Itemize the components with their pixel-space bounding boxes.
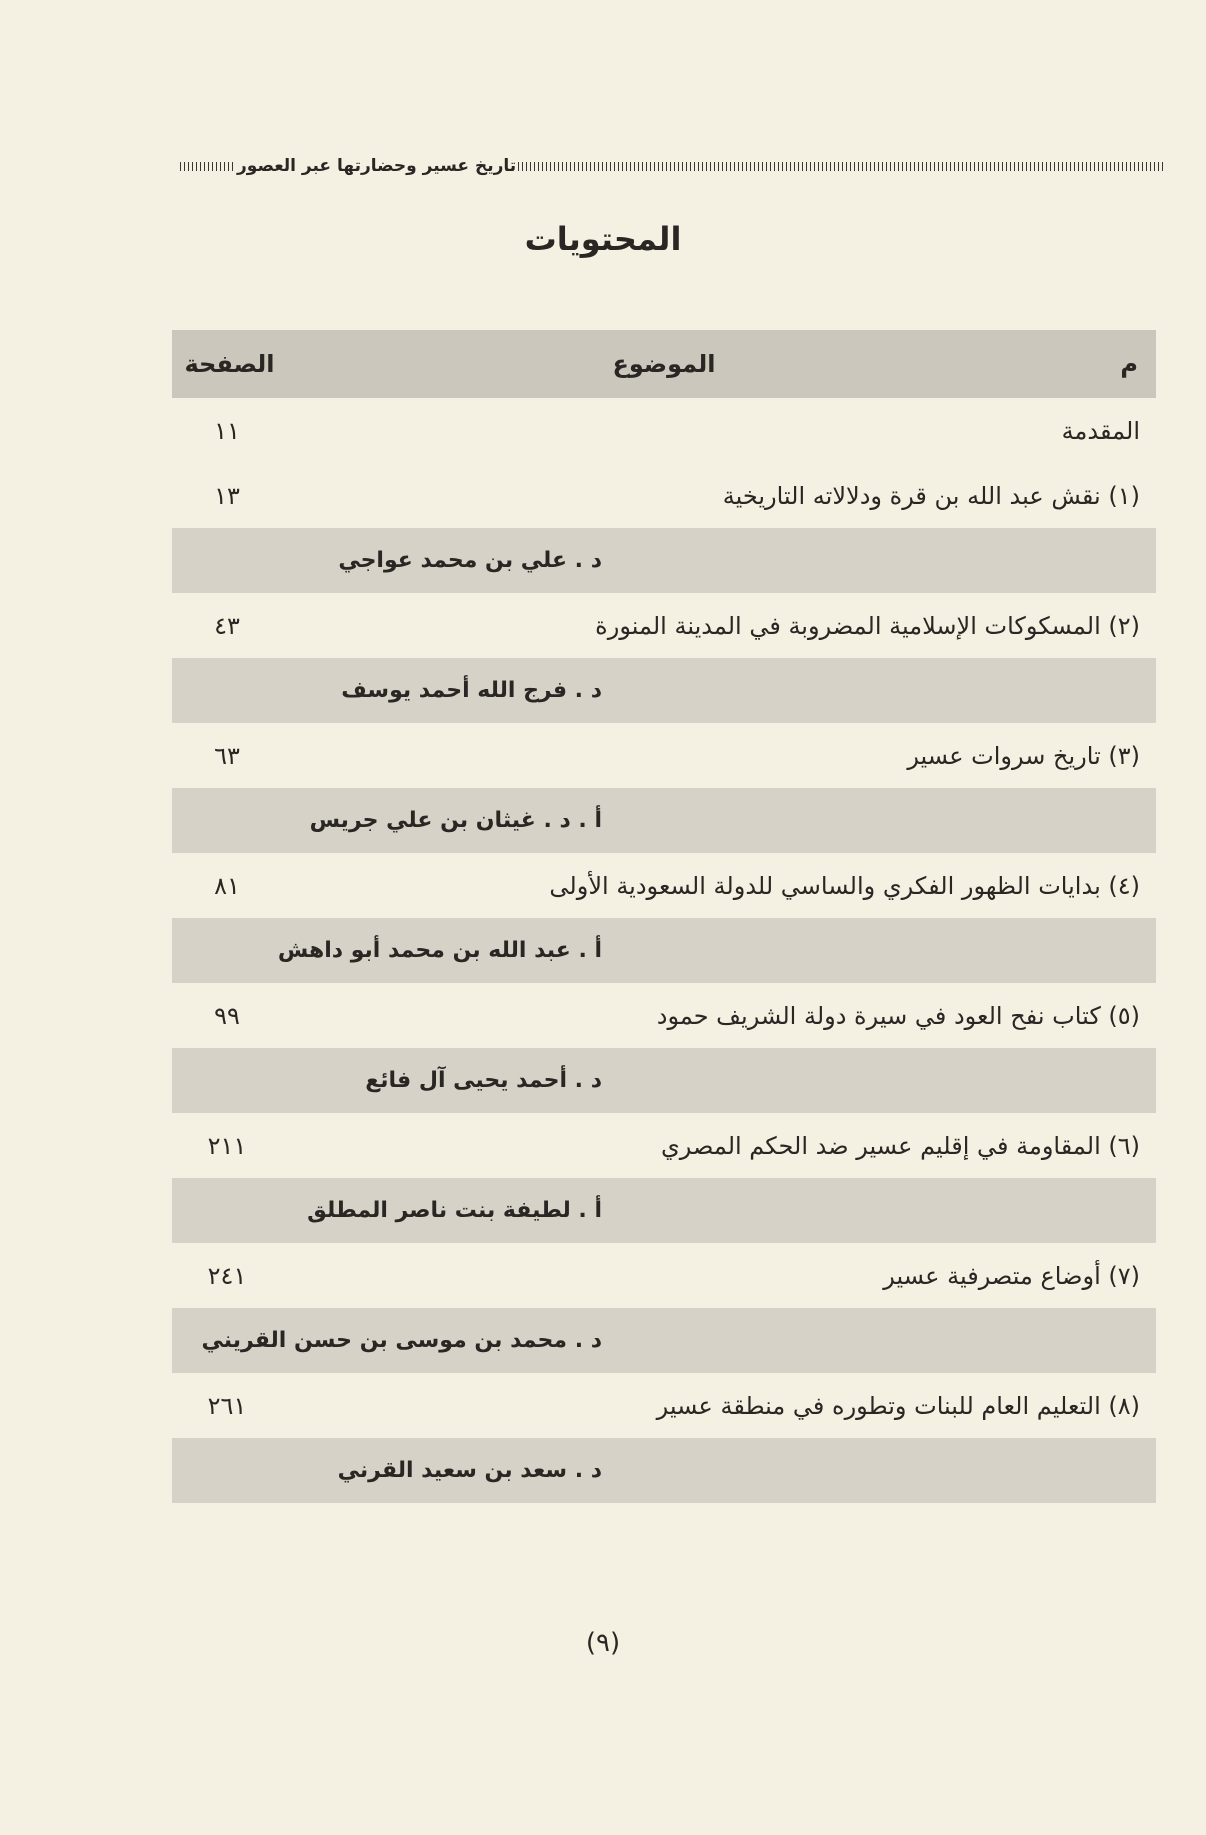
entry-row — [172, 398, 1156, 463]
header-number: م — [1120, 350, 1138, 378]
entry-title: (٦) المقاومة في إقليم عسير ضد الحكم المصري — [660, 1131, 1140, 1160]
author-name: أ . عبد الله بن محمد أبو داهش — [277, 938, 602, 963]
entry-row — [172, 983, 1156, 1048]
running-header — [180, 153, 1163, 179]
entry-title: (٨) التعليم العام للبنات وتطوره في منطقة عسير — [656, 1391, 1140, 1420]
entry-page: ٤٣ — [214, 611, 240, 640]
author-name: د . سعد بن سعيد القرني — [337, 1458, 602, 1483]
entry-page: ٨١ — [214, 871, 240, 900]
entry-page: ٦٣ — [214, 741, 240, 770]
entry-row — [172, 1113, 1156, 1178]
entry-page: ١٣ — [214, 481, 240, 510]
author-row — [172, 788, 1156, 853]
author-row — [172, 658, 1156, 723]
author-name: أ . د . غيثان بن علي جريس — [309, 808, 602, 833]
author-row — [172, 1048, 1156, 1113]
author-name: د . محمد بن موسى بن حسن القريني — [201, 1328, 602, 1353]
author-row — [172, 918, 1156, 983]
entry-row — [172, 463, 1156, 528]
entry-title: (١) نقش عبد الله بن قرة ودلالاته التاريخية — [722, 481, 1140, 510]
header-rule — [180, 162, 235, 171]
entry-row — [172, 1373, 1156, 1438]
author-name: د . أحمد يحيى آل فائع — [365, 1068, 602, 1093]
author-row — [172, 1438, 1156, 1503]
table-header — [172, 330, 1156, 398]
entry-title: (٣) تاريخ سروات عسير — [907, 741, 1140, 770]
author-row — [172, 1178, 1156, 1243]
entry-page: ٩٩ — [214, 1001, 240, 1030]
author-row — [172, 528, 1156, 593]
entry-page: ٢٦١ — [207, 1391, 247, 1420]
author-name: أ . لطيفة بنت ناصر المطلق — [307, 1198, 602, 1223]
header-rule — [518, 162, 1163, 171]
author-row — [172, 1308, 1156, 1373]
entry-page: ١١ — [214, 416, 240, 445]
header-topic: الموضوع — [612, 350, 716, 378]
entry-title: (٥) كتاب نفح العود في سيرة دولة الشريف حمود — [656, 1001, 1140, 1030]
page-title: المحتويات — [524, 220, 682, 258]
entry-row — [172, 593, 1156, 658]
entry-page: ٢٤١ — [207, 1261, 247, 1290]
running-header-text: تاريخ عسير وحضارتها عبر العصور — [237, 156, 517, 176]
entry-title: (٢) المسكوكات الإسلامية المضروبة في المدينة المنورة — [595, 611, 1140, 640]
page-number: (٩) — [585, 1628, 621, 1658]
entry-title: (٧) أوضاع متصرفية عسير — [883, 1261, 1140, 1290]
entry-title: (٤) بدايات الظهور الفكري والساسي للدولة السعودية الأولى — [549, 871, 1140, 900]
author-name: د . فرج الله أحمد يوسف — [341, 678, 602, 703]
entry-row — [172, 1243, 1156, 1308]
entry-row — [172, 723, 1156, 788]
author-name: د . علي بن محمد عواجي — [338, 548, 602, 573]
entry-page: ٢١١ — [207, 1131, 247, 1160]
contents-table — [172, 330, 1156, 1503]
entry-title: المقدمة — [1061, 416, 1140, 445]
header-page: الصفحة — [184, 350, 275, 378]
entry-row — [172, 853, 1156, 918]
